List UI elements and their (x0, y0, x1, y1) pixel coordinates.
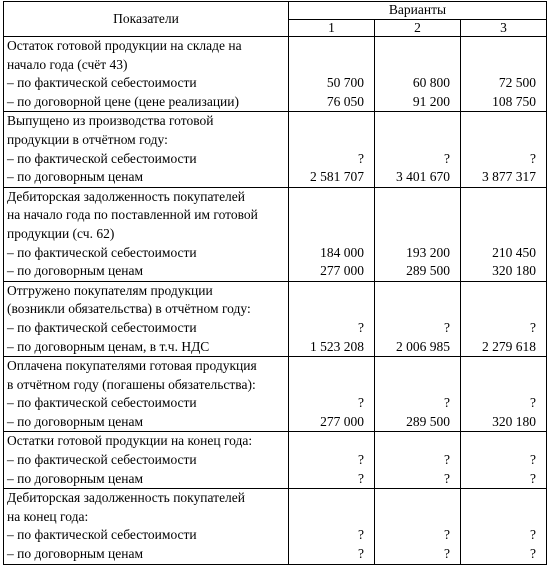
blank-line (289, 131, 364, 150)
variant-value-cell (461, 112, 547, 187)
indicator-title-line: Остаток готовой продукции на складе на (7, 38, 242, 53)
blank-line (375, 37, 450, 56)
blank-line (375, 357, 450, 376)
indicator-title-line: на конец года: (7, 508, 89, 524)
indicator-title-line: (возникли обязательства) в отчётном году: (7, 301, 251, 317)
table-row (4, 112, 547, 187)
indicator-label-cell (4, 357, 289, 432)
blank-line (289, 300, 364, 319)
blank-line (289, 282, 364, 301)
variant-value: 2 581 707 (310, 169, 364, 185)
indicator-title-line: Остатки готовой продукции на конец года: (7, 433, 253, 449)
variant-value: 2 006 985 (396, 338, 450, 354)
indicator-sub-line: – по договорной цене (цене реализации) (7, 93, 239, 109)
variant-value: 76 050 (326, 93, 364, 109)
variant-value: 50 700 (326, 75, 364, 91)
variant-value: ? (444, 319, 450, 335)
variant-value-cell (375, 112, 461, 187)
indicator-sub-line: – по договорным ценам, в т.ч. НДС (7, 338, 210, 354)
variant-value-cell (461, 37, 547, 112)
blank-line (375, 300, 450, 319)
blank-line (289, 376, 364, 395)
variant-value: 277 000 (320, 263, 364, 279)
variant-value: ? (530, 546, 536, 562)
indicator-sub-line: – по договорным ценам (7, 169, 144, 185)
variant-value-cell (461, 489, 547, 564)
blank-line (289, 508, 364, 527)
indicator-title-line: начало года (счёт 43) (7, 56, 128, 72)
indicator-sub-line: – по фактической себестоимости (7, 395, 197, 411)
indicator-label-cell (4, 187, 289, 281)
variant-value: ? (358, 546, 364, 562)
indicator-title-line: продукции (сч. 62) (7, 225, 115, 241)
indicator-sub-line: – по фактической себестоимости (7, 319, 197, 335)
variant-value: ? (358, 452, 364, 468)
indicators-table (3, 1, 547, 565)
table-row (4, 281, 547, 356)
blank-line (461, 376, 536, 395)
indicator-label-cell (4, 112, 289, 187)
indicators-header: Показатели (4, 2, 289, 37)
variant-value-cell (375, 432, 461, 489)
variant-value-cell (289, 112, 375, 187)
blank-line (289, 206, 364, 225)
blank-line (289, 188, 364, 207)
variant-value: ? (444, 546, 450, 562)
variant-value: ? (358, 527, 364, 543)
variants-header: Варианты (289, 2, 547, 20)
variant-number: 3 (461, 19, 547, 37)
variant-value: 277 000 (320, 413, 364, 429)
variant-value: 320 180 (492, 413, 536, 429)
variant-number: 1 (289, 19, 375, 37)
variant-value-cell (375, 281, 461, 356)
variant-value: 289 500 (406, 263, 450, 279)
variant-value: 3 877 317 (482, 169, 536, 185)
variant-value-cell (289, 281, 375, 356)
indicator-title-line: продукции в отчётном году: (7, 131, 168, 147)
variant-value-cell (461, 281, 547, 356)
variant-value: 91 200 (412, 93, 450, 109)
variant-value: ? (530, 470, 536, 486)
variant-value: ? (530, 395, 536, 411)
indicator-title-line: Выпущено из производства готовой (7, 113, 214, 129)
variant-value-cell (375, 357, 461, 432)
variant-value-cell (289, 357, 375, 432)
blank-line (289, 112, 364, 131)
variant-value: 193 200 (406, 244, 450, 260)
indicator-title-line: Дебиторская задолженность покупателей (7, 490, 246, 506)
variant-value: 108 750 (492, 93, 536, 109)
indicator-sub-line: – по фактической себестоимости (7, 150, 197, 166)
indicator-title-line: на начало года по поставленной им готовой (7, 207, 258, 223)
indicator-sub-line: – по фактической себестоимости (7, 244, 197, 260)
blank-line (289, 489, 364, 508)
variant-value-cell (289, 489, 375, 564)
variant-value: ? (358, 470, 364, 486)
blank-line (375, 376, 450, 395)
variant-value-cell (289, 432, 375, 489)
variant-value: 3 401 670 (396, 169, 450, 185)
variant-value: 60 800 (412, 75, 450, 91)
variant-value: ? (444, 470, 450, 486)
blank-line (289, 432, 364, 451)
indicator-sub-line: – по договорным ценам (7, 546, 144, 562)
blank-line (289, 56, 364, 75)
blank-line (461, 357, 536, 376)
variant-value: 320 180 (492, 263, 536, 279)
blank-line (461, 131, 536, 150)
blank-line (375, 282, 450, 301)
table-row (4, 489, 547, 564)
variant-value: ? (530, 319, 536, 335)
indicator-title-line: в отчётном году (погашены обязательства): (7, 376, 256, 392)
variant-value: ? (444, 150, 450, 166)
variant-value-cell (461, 432, 547, 489)
indicator-label-cell (4, 37, 289, 112)
blank-line (375, 489, 450, 508)
blank-line (375, 112, 450, 131)
indicator-sub-line: – по договорным ценам (7, 470, 144, 486)
blank-line (461, 432, 536, 451)
blank-line (461, 282, 536, 301)
blank-line (375, 508, 450, 527)
variant-value: ? (444, 527, 450, 543)
indicator-sub-line: – по договорным ценам (7, 263, 144, 279)
blank-line (461, 206, 536, 225)
variant-value-cell (289, 187, 375, 281)
table-body (4, 37, 547, 565)
variant-value: 1 523 208 (310, 338, 364, 354)
variant-value-cell (289, 37, 375, 112)
indicator-title-line: Дебиторская задолженность покупателей (7, 188, 246, 204)
blank-line (461, 37, 536, 56)
table-row (4, 187, 547, 281)
indicator-title-line: Оплачена покупателями готовая продукция (7, 358, 257, 374)
variant-value-cell (461, 357, 547, 432)
blank-line (375, 432, 450, 451)
indicator-sub-line: – по фактической себестоимости (7, 527, 197, 543)
variant-number: 2 (375, 19, 461, 37)
variant-value: ? (358, 319, 364, 335)
variant-value: ? (530, 527, 536, 543)
blank-line (461, 300, 536, 319)
variant-value: ? (444, 395, 450, 411)
variant-value-cell (461, 187, 547, 281)
blank-line (289, 37, 364, 56)
blank-line (375, 131, 450, 150)
blank-line (461, 56, 536, 75)
blank-line (375, 225, 450, 244)
blank-line (461, 188, 536, 207)
table-row (4, 432, 547, 489)
blank-line (461, 508, 536, 527)
table-row (4, 357, 547, 432)
blank-line (375, 206, 450, 225)
variant-value: 72 500 (498, 75, 536, 91)
variant-value: ? (530, 452, 536, 468)
blank-line (375, 56, 450, 75)
variant-value: 289 500 (406, 413, 450, 429)
variant-value: 184 000 (320, 244, 364, 260)
variant-value-cell (375, 187, 461, 281)
variant-value: ? (444, 452, 450, 468)
blank-line (289, 225, 364, 244)
blank-line (375, 188, 450, 207)
indicator-label-cell (4, 432, 289, 489)
variant-value-cell (375, 37, 461, 112)
indicator-sub-line: – по фактической себестоимости (7, 452, 197, 468)
indicator-sub-line: – по фактической себестоимости (7, 75, 197, 91)
indicator-sub-line: – по договорным ценам (7, 413, 144, 429)
variant-value: 2 279 618 (482, 338, 536, 354)
variant-value-cell (375, 489, 461, 564)
variant-value: ? (358, 395, 364, 411)
variant-value: ? (358, 150, 364, 166)
indicator-label-cell (4, 489, 289, 564)
indicator-title-line: Отгружено покупателям продукции (7, 282, 213, 298)
table-row (4, 37, 547, 112)
blank-line (461, 112, 536, 131)
variant-value: ? (530, 150, 536, 166)
blank-line (289, 357, 364, 376)
indicator-label-cell (4, 281, 289, 356)
blank-line (461, 225, 536, 244)
blank-line (461, 489, 536, 508)
variant-value: 210 450 (492, 244, 536, 260)
